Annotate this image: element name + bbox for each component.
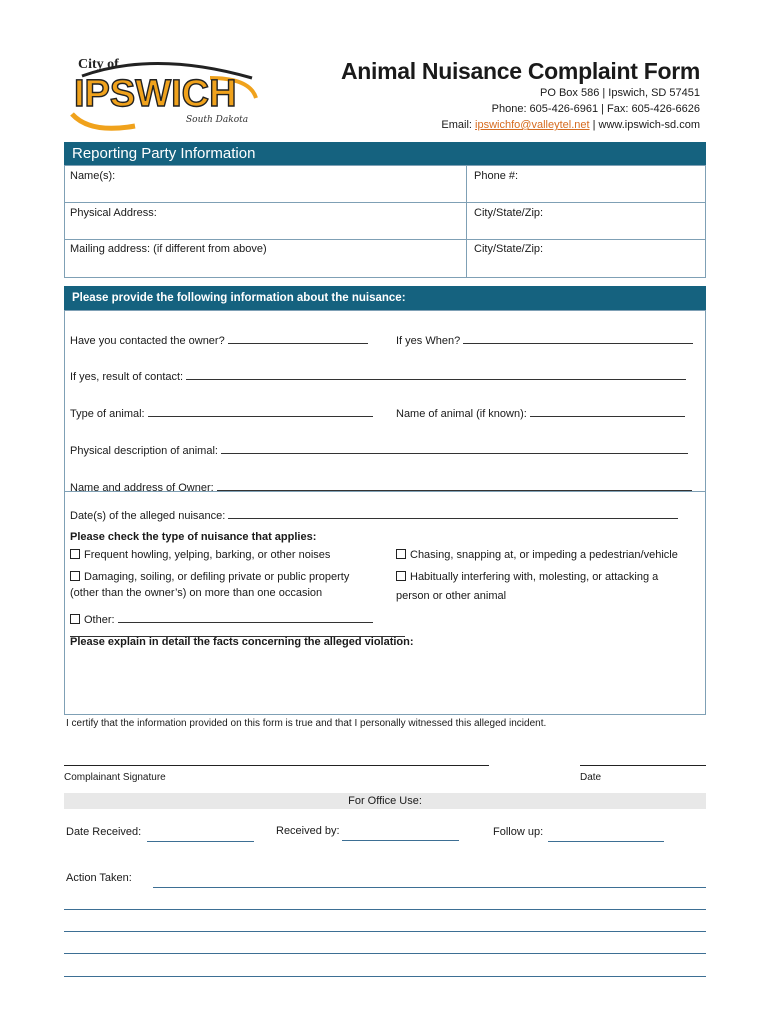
email-line — [441, 118, 700, 133]
action-taken-line-4[interactable] — [64, 953, 706, 954]
reporting-box — [64, 165, 706, 278]
check-type-heading: Please check the type of nuisance that applies: — [70, 531, 317, 543]
logo-name: IPSWICH — [74, 73, 237, 115]
explain-textarea[interactable] — [70, 653, 698, 709]
other-field[interactable]: Other: — [70, 612, 705, 640]
contacted-owner-field[interactable]: Have you contacted the owner? — [70, 333, 368, 347]
complainant-signature-label: Complainant Signature — [64, 772, 166, 783]
physical-address-field[interactable]: Physical Address: — [70, 207, 157, 219]
received-by-line[interactable] — [342, 840, 459, 841]
dates-of-nuisance-field[interactable]: Date(s) of the alleged nuisance: — [70, 508, 678, 522]
type-of-animal-field[interactable]: Type of animal: — [70, 406, 373, 420]
follow-up-label: Follow up: — [493, 826, 544, 838]
email-label: Email: — [441, 119, 472, 131]
action-taken-line-5[interactable] — [64, 976, 706, 977]
city-state-zip-field-1[interactable]: City/State/Zip: — [474, 207, 544, 219]
city-logo — [60, 48, 275, 138]
option-interfering[interactable]: Habitually interfering with, molesting, or attacking a person or other animal — [396, 571, 659, 602]
date-line[interactable] — [580, 765, 706, 766]
explain-heading: Please explain in detail the facts concerning the alleged violation: — [70, 636, 414, 648]
website-text: | www.ipswich-sd.com — [592, 119, 700, 131]
names-field[interactable]: Name(s): — [70, 170, 116, 182]
option-howling[interactable]: Frequent howling, yelping, barking, or other noises — [70, 549, 330, 561]
option-damaging[interactable]: Damaging, soiling, or defiling private or public property (other than the owner’s) on more than one occasion — [70, 571, 350, 599]
date-label: Date — [580, 772, 602, 783]
checkbox[interactable] — [396, 549, 406, 559]
name-of-animal-field[interactable]: Name of animal (if known): — [396, 406, 685, 420]
physical-description-field[interactable]: Physical description of animal: — [70, 443, 688, 457]
logo-tagline: South Dakota — [186, 115, 249, 125]
address-line: PO Box 586 | Ipswich, SD 57451 — [540, 87, 700, 99]
city-state-zip-field-2[interactable]: City/State/Zip: — [474, 243, 544, 255]
option-chasing[interactable]: Chasing, snapping at, or impeding a pedestrian/vehicle — [396, 549, 678, 561]
logo-city-of: City of — [78, 57, 119, 72]
date-received-line[interactable] — [147, 841, 254, 842]
date-received-label: Date Received: — [66, 826, 142, 838]
nuisance-section-header — [64, 286, 706, 310]
checkbox[interactable] — [396, 571, 406, 581]
office-use-bar — [64, 793, 706, 809]
nuisance-box — [64, 310, 706, 715]
action-taken-line-1[interactable] — [153, 887, 706, 888]
checkbox[interactable] — [70, 549, 80, 559]
reporting-heading: Reporting Party Information — [72, 145, 256, 162]
action-taken-line-2[interactable] — [64, 909, 706, 910]
follow-up-line[interactable] — [548, 841, 664, 842]
form-title: Animal Nuisance Complaint Form — [340, 58, 700, 84]
phone-fax-line: Phone: 605-426-6961 | Fax: 605-426-6626 — [491, 103, 700, 115]
email-link[interactable]: ipswichfo@valleytel.net — [475, 119, 590, 131]
signature-line[interactable] — [64, 765, 489, 766]
mailing-address-field[interactable]: Mailing address: (if different from above) — [70, 243, 267, 255]
checkbox[interactable] — [70, 614, 80, 624]
owner-name-address-field[interactable]: Name and address of Owner: — [70, 480, 692, 494]
if-yes-when-field[interactable]: If yes When? — [396, 333, 693, 347]
action-taken-label: Action Taken: — [66, 872, 132, 884]
result-of-contact-field[interactable]: If yes, result of contact: — [70, 369, 686, 383]
certify-statement: I certify that the information provided on this form is true and that I personally witnessed this alleged incident. — [66, 718, 547, 729]
action-taken-line-3[interactable] — [64, 931, 706, 932]
nuisance-heading: Please provide the following information about the nuisance: — [72, 292, 406, 304]
checkbox[interactable] — [70, 571, 80, 581]
office-use-heading: For Office Use: — [348, 795, 422, 807]
phone-field[interactable]: Phone #: — [474, 170, 519, 182]
reporting-section-header — [64, 142, 706, 165]
received-by-label: Received by: — [276, 825, 340, 837]
